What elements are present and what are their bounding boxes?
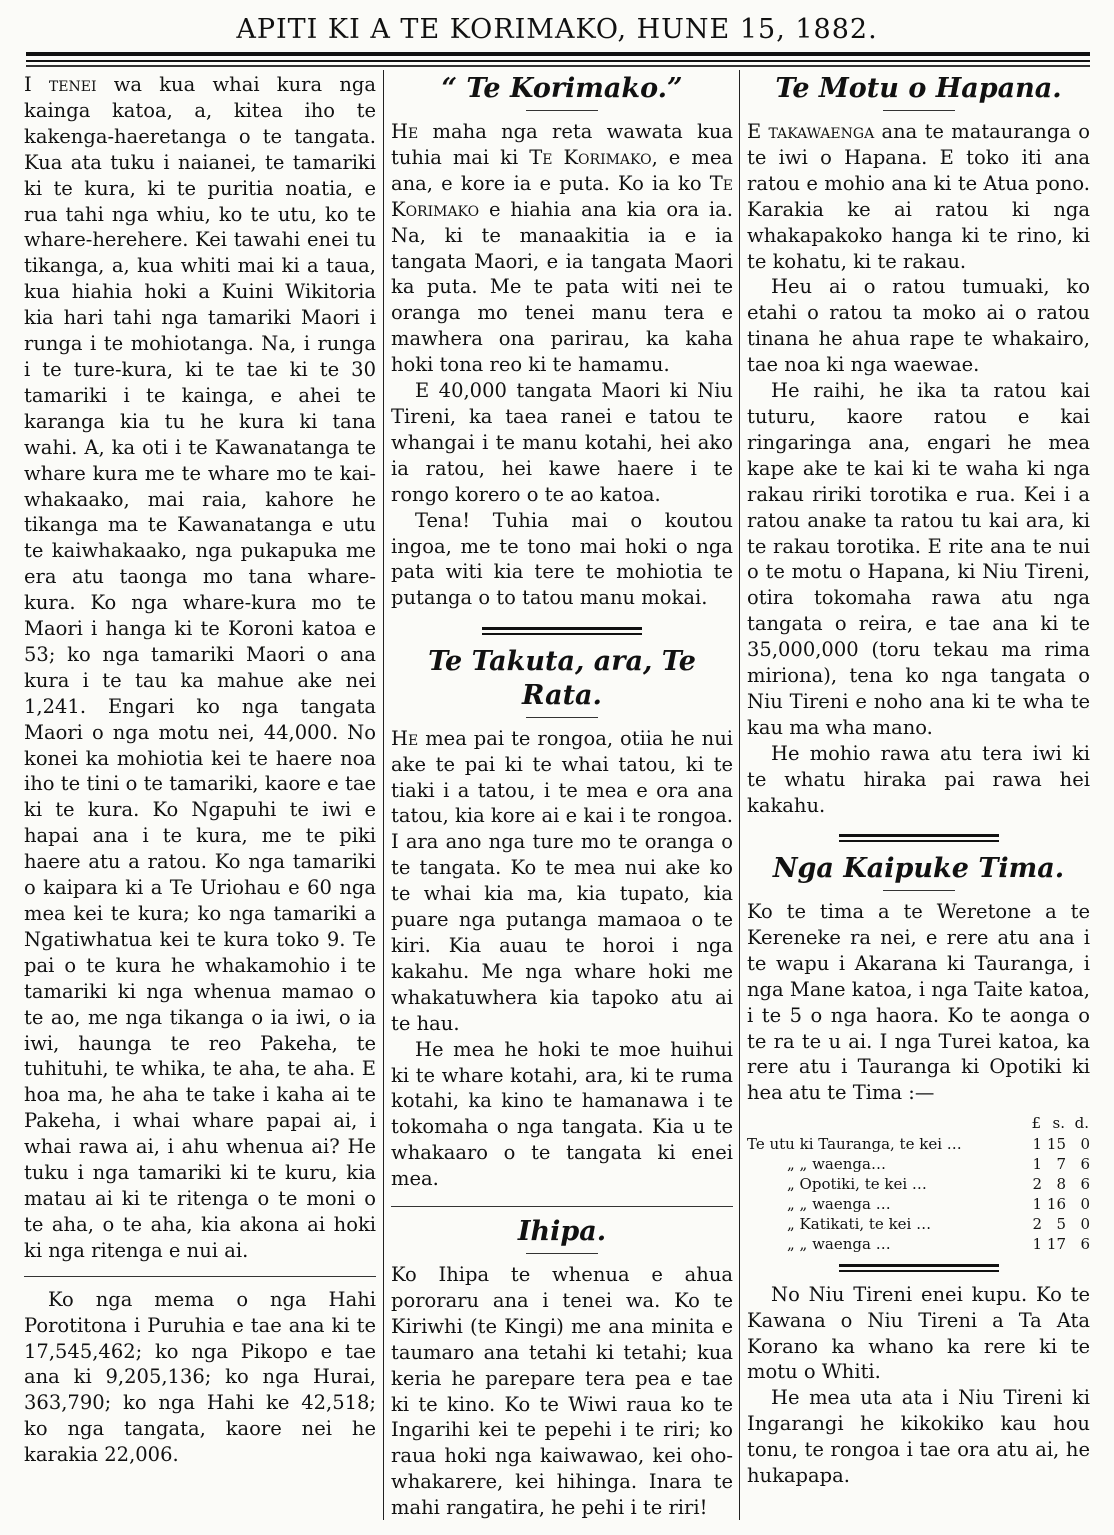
article-paragraph: Ko te tima a te Weretone a te Kereneke ra nei, e rere atu ana i te wapu i Akarana ki Tauranga, i nga Mane katoa, i nga Taite katoa, i te 5 o nga haora. Ko te aonga o te ra te u ai. I nga Turei katoa, ka rere atu i Tauranga ki Opotiki ki hea atu te Tima :—	[747, 899, 1090, 1105]
fare-shillings: 16	[1046, 1195, 1066, 1214]
fare-pounds: 2	[1032, 1215, 1042, 1234]
fare-row	[747, 1214, 1090, 1234]
header-rule-hair	[26, 65, 1090, 67]
fare-shillings: 5	[1056, 1215, 1066, 1234]
title-rule	[883, 890, 955, 891]
paragraph-text: mea pai te rongoa, otiia he nui ake te pai ki te whai tatou, ki te tiaki i a tatou, i te mea e ora ana tatou, kia kore ai e kai i te rongoa. I ara ano nga ture mo te oranga o te tangata. Ko te mea nui ake ko te whai kia ma, kia tupato, kia puare nga putanga mamaoa o te kiri. Kia auau te horoi i nga kakahu. Me nga whare hoki me whakatuwhera kia tapoko atu ai te hau.	[391, 726, 733, 1035]
fare-pounds: 1	[1032, 1155, 1042, 1174]
column-1	[24, 72, 376, 1468]
article-paragraph: He mea uta ata i Niu Tireni ki Ingarangi he kikokiko kau hou tonu, te rongoa i tae ora atu ai, he hukapapa.	[747, 1386, 1090, 1488]
lead-in: I tenei	[24, 73, 97, 96]
fare-label: „ „ waenga …	[787, 1195, 891, 1214]
page-header: APITI KI A TE KORIMAKO, HUNE 15, 1882.	[236, 14, 878, 45]
fare-pounds: 1	[1032, 1235, 1042, 1254]
title-rule	[526, 717, 598, 718]
fare-row	[747, 1234, 1090, 1254]
fare-pence: 6	[1080, 1235, 1090, 1254]
section-rule	[391, 1206, 733, 1207]
fare-pence: 6	[1080, 1175, 1090, 1194]
section-title: Te Takuta, ara, Te Rata.	[428, 645, 696, 711]
lead-in: He	[391, 726, 419, 750]
fare-row	[747, 1154, 1090, 1174]
article-paragraph: Ko Ihipa te whenua e ahua pororaru ana i tenei wa. Ko te Kiriwhi (te Kingi) me ana minita e taumaro ana tetahi ki tetahi; kua keria he parepare tera pea e tae ki te kino. Ko te Wiwi raua ko te Ingarihi kei te pepehi i te riri; ko raua hoki nga kaiwawao, kei oho-whakarere, kei hihinga. Inara te mahi rangatira, he pehi i te riri!	[391, 1263, 733, 1520]
article-paragraph	[747, 119, 1090, 274]
lead-in: He	[391, 120, 419, 143]
shillings-header: s.	[1052, 1114, 1065, 1133]
section-divider	[839, 834, 999, 842]
article-paragraph: Ko nga mema o nga Hahi Porotitona i Puruhia e tae ana ki te 17,545,462; ko nga Pikopo e tae ana ki 9,205,136; ko nga Hurai, 363,790; ko nga Hahi ke 42,518; ko nga tangata, kaore nei he karakia 22,006.	[24, 1287, 376, 1467]
paper-name: Te Korimako	[529, 145, 652, 169]
pounds-header: £	[1031, 1114, 1041, 1133]
article-paragraph: He raihi, he ika ta ratou kai tuturu, kaore ratou e kai ringaringa ana, engari he mea kape ake te kai ki te waha ki nga rakau ririki torotika e rua. Kei i a ratou anake ta ratou tu kai ara, ki te rakau torotika. E rite ana te nui o te motu o Hapana, ki Niu Tireni, otira tokomaha rawa atu nga tangata o reira, e tae ana ki te 35,000,000 (toru tekau ma rima miriona), tena ko nga tangata o Niu Tireni e noho ana ki te wha te kau ma wha mano.	[747, 379, 1090, 739]
section-title: Ihipa.	[517, 1216, 607, 1248]
fare-label: Te utu ki Tauranga, te kei …	[747, 1135, 962, 1154]
section-title: Nga Kaipuke Tima.	[772, 852, 1065, 884]
fare-label: „ Opotiki, te kei …	[787, 1175, 927, 1194]
section-rule	[24, 1276, 376, 1277]
section-divider	[839, 1264, 999, 1272]
title-rule	[526, 1253, 598, 1254]
title-rule	[526, 110, 598, 111]
article-paragraph: No Niu Tireni enei kupu. Ko te Kawana o Niu Tireni a Ta Ata Korano ka whano ka rere ki te motu o Whiti.	[747, 1282, 1090, 1384]
title-rule	[883, 110, 955, 111]
fare-label: „ Katikati, te kei …	[787, 1215, 932, 1234]
fare-pence: 0	[1080, 1135, 1090, 1154]
fare-label: „ „ waenga…	[787, 1155, 886, 1174]
fare-row	[747, 1134, 1090, 1154]
fare-row	[747, 1174, 1090, 1194]
fare-shillings: 8	[1056, 1175, 1066, 1194]
header-rule	[26, 52, 1090, 56]
header-rule-thin	[26, 60, 1090, 62]
paragraph-text: maha nga reta wawata kua tuhia mai ki	[391, 120, 733, 169]
article-paragraph	[391, 119, 733, 378]
article-paragraph: Heu ai o ratou tumuaki, ko etahi o ratou ta moko ai o ratou tinana he ahua rape te whakairo, tae noa ki nga waewae.	[747, 275, 1090, 377]
section-title: Te Motu o Hapana.	[775, 73, 1062, 104]
column-divider	[739, 70, 740, 1520]
article-paragraph: Tena! Tuhia mai o koutou ingoa, me te tono mai hoki o nga pata witi kia tere te mohiotia te putanga o to tatou manu mokai.	[391, 508, 733, 610]
fare-table	[747, 1112, 1090, 1254]
paragraph-text: wa kua whai kura nga kainga katoa, a, kitea iho te kakenga-haeretanga o te tangata. Kua ata tuku i naianei, te tamariki ki te kura, ki te puritia noatia, e rua tahi nga whiu, ko te utu, ko te whare-herehere. Kei tawahi enei tu tikanga, a, kua whiti mai ki a taua, kua hiahia hoki a Kuini Wikitoria kia hari tahi nga tamariki Maori i runga i te mohiotanga. Na, i runga i te ture-kura, ki te tae ki te 30 tamariki i te kainga, e ahei te karanga kia tu he kura ki tana wahi. A, ka oti i te Kawanatanga te whare kura me te whare mo te kai-whakaako, mai raia, kahore he tikanga ma te Kawanatanga e utu te kaiwhakaako, nga pukapuka me era atu taonga mo tana whare-kura. Ko nga whare-kura mo te Maori i hanga ki te Koroni katoa e 53; ko nga tamariki Maori o ana kura i te tau ka mahue ake nei 1,241. Engari ko nga tangata Maori o nga motu nei, 44,000. No konei ka mohiotia kei te haere noa iho te tini o te tamariki, kaore e tae ki te kura. Ko Ngapuhi te iwi e hapai ana i te kura, me te piki haere atu a ratou. Ko nga tamariki o kaipara ki a Te Uriohau e 60 nga mea kei te kura; ko nga tamariki a Ngatiwhatua kei te kura toko 9. Te pai o te kura he whakamohio i te tamariki ki nga whenua mamao o te ao, me nga tikanga o ia iwi, o ia iwi, haunga te reo Pakeha, te tuhituhi, te whika, te aha, te aha. E hoa ma, he aha te take i kaha ai te Pakeha, i whai whare papai ai, i whai rawa ai, i ahu whenua ai? He tuku i nga tamariki ki te kuru, kia matau ai ki te ritenga o te moni o te aha, o te aha, kia akona ai hoki ki nga ritenga e nui ai.	[24, 73, 376, 1262]
pence-header: d.	[1074, 1114, 1089, 1133]
column-3	[747, 72, 1090, 1489]
article-paragraph	[391, 726, 733, 1037]
paragraph-text: , e mea ana, e kore ia e puta. Ko ia ko	[391, 145, 734, 195]
paragraph-text: e hiahia ana kia ora ia. Na, ki te manaakitia ia e ia tangata Maori, e ia tangata Maori ka puta. Me te pata witi nei te oranga mo tenei manu tera e mawhera ona parirau, ka kaha hoki tona reo ki te hamamu.	[391, 197, 733, 377]
column-2	[391, 72, 733, 1521]
section-divider	[482, 627, 642, 635]
fare-shillings: 7	[1056, 1155, 1066, 1174]
lead-in: E takawaenga	[747, 120, 875, 143]
article-paragraph: He mea he hoki te moe huihui ki te whare kotahi, ara, ki te ruma kotahi, ka kino te hamanawa i te tokomaha o nga tangata. Kia u te whakaaro o te tangata ki enei mea.	[391, 1037, 733, 1191]
fare-pounds: 2	[1032, 1175, 1042, 1194]
fare-pence: 6	[1080, 1155, 1090, 1174]
fare-pounds: 1	[1032, 1135, 1042, 1154]
section-title: “ Te Korimako.”	[441, 73, 683, 104]
fare-label: „ „ waenga …	[787, 1235, 891, 1254]
article-paragraph: E 40,000 tangata Maori ki Niu Tireni, ka taea ranei e tatou te whangai i te manu kotahi, hei ako ia ratou, hei kawe haere i te rongo korero o te ao katoa.	[391, 379, 733, 506]
paragraph-text: ana te matauranga o te iwi o Hapana. E toko iti ana ratou e mohio ana ki te Atua pono. Karakia ke ai ratou ki nga whakapakoko hanga ki te rino, ki te kohatu, ki te rakau.	[747, 120, 1090, 273]
fare-pence: 0	[1080, 1215, 1090, 1234]
fare-shillings: 15	[1046, 1135, 1066, 1154]
column-divider	[383, 70, 384, 1520]
fare-row	[747, 1194, 1090, 1214]
article-paragraph: He mohio rawa atu tera iwi ki te whatu hiraka pai rawa hei kakahu.	[747, 741, 1090, 817]
fare-pence: 0	[1080, 1195, 1090, 1214]
paper-name: Te Korimako	[391, 171, 733, 221]
fare-shillings: 17	[1046, 1235, 1066, 1254]
article-paragraph	[24, 72, 376, 1264]
fare-pounds: 1	[1032, 1195, 1042, 1214]
fare-table-header	[747, 1112, 1090, 1134]
